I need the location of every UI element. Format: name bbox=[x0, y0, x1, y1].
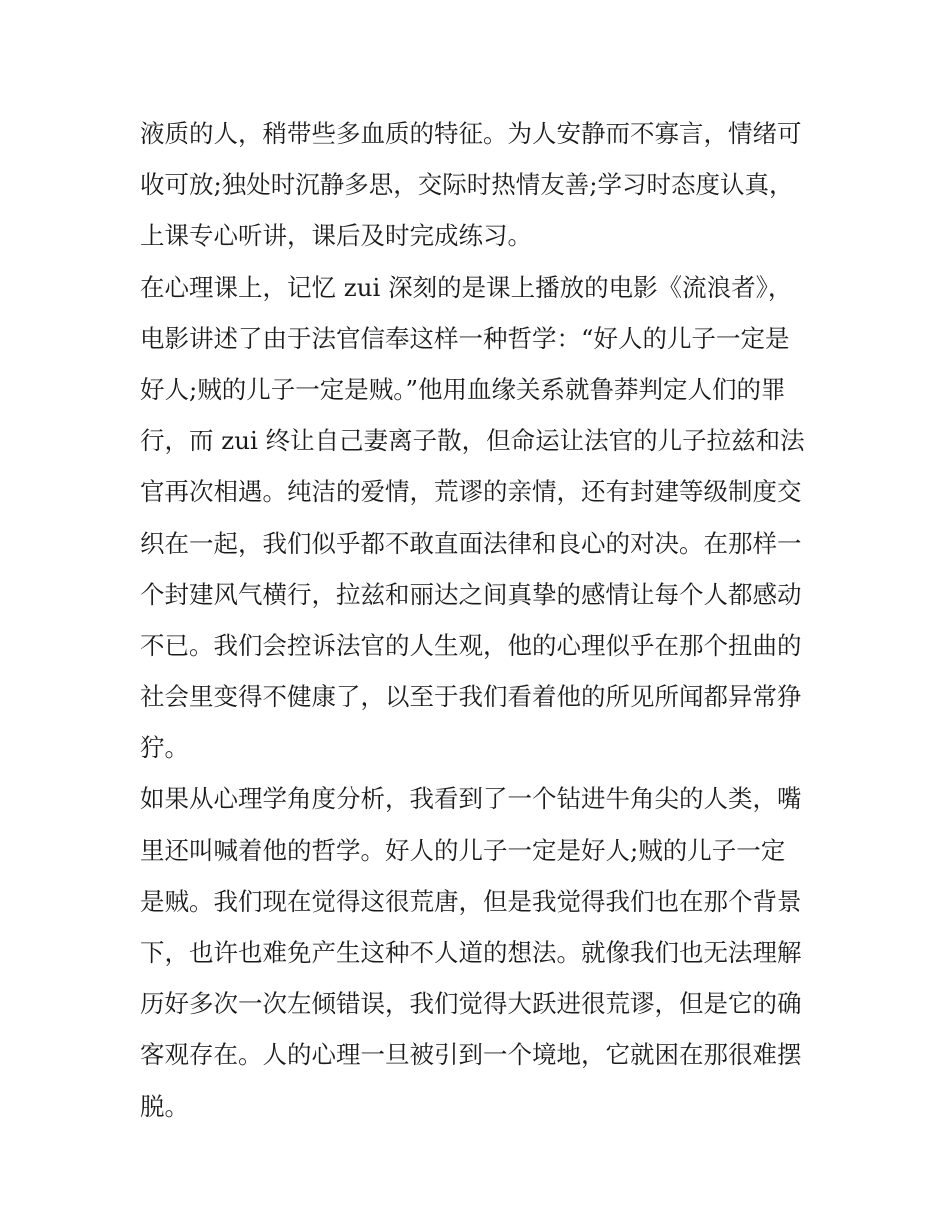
text-line: 社会里变得不健康了，以至于我们看着他的所见所闻都异常狰 bbox=[140, 682, 802, 712]
text-line: 在心理课上，记忆 zui 深刻的是课上播放的电影《流浪者》， bbox=[140, 272, 793, 302]
text-line: 客观存在。人的心理一旦被引到一个境地，它就困在那很难摆 bbox=[140, 1040, 802, 1070]
text-line: 历好多次一次左倾错误，我们觉得大跃进很荒谬，但是它的确 bbox=[140, 989, 802, 1019]
text-line: 好人;贼的儿子一定是贼。”他用血缘关系就鲁莽判定人们的罪 bbox=[140, 374, 786, 404]
text-line: 个封建风气横行，拉兹和丽达之间真挚的感情让每个人都感动 bbox=[140, 579, 802, 609]
text-line: 织在一起，我们似乎都不敢直面法律和良心的对决。在那样一 bbox=[140, 528, 802, 558]
text-line: 官再次相遇。纯洁的爱情，荒谬的亲情，还有封建等级制度交 bbox=[140, 477, 802, 507]
text-line: 不已。我们会控诉法官的人生观，他的心理似乎在那个扭曲的 bbox=[140, 630, 802, 660]
text-line: 脱。 bbox=[140, 1091, 189, 1121]
text-line: 是贼。我们现在觉得这很荒唐，但是我觉得我们也在那个背景 bbox=[140, 886, 802, 916]
text-line: 下，也许也难免产生这种不人道的想法。就像我们也无法理解 bbox=[140, 938, 802, 967]
text-line: 狞。 bbox=[140, 733, 189, 763]
text-line: 上课专心听讲，课后及时完成练习。 bbox=[140, 221, 532, 251]
text-line: 里还叫喊着他的哲学。好人的儿子一定是好人;贼的儿子一定 bbox=[140, 835, 786, 865]
body-text bbox=[140, 108, 820, 1132]
text-line: 液质的人，稍带些多血质的特征。为人安静而不寡言，情绪可 bbox=[140, 119, 802, 148]
text-line: 电影讲述了由于法官信奉这样一种哲学：“好人的儿子一定是 bbox=[140, 323, 790, 353]
text-line: 收可放;独处时沉静多思，交际时热情友善;学习时态度认真， bbox=[140, 170, 794, 200]
text-line: 行，而 zui 终让自己妻离子散，但命运让法官的儿子拉兹和法 bbox=[140, 426, 805, 456]
text-line: 如果从心理学角度分析，我看到了一个钻进牛角尖的人类，嘴 bbox=[140, 784, 802, 814]
